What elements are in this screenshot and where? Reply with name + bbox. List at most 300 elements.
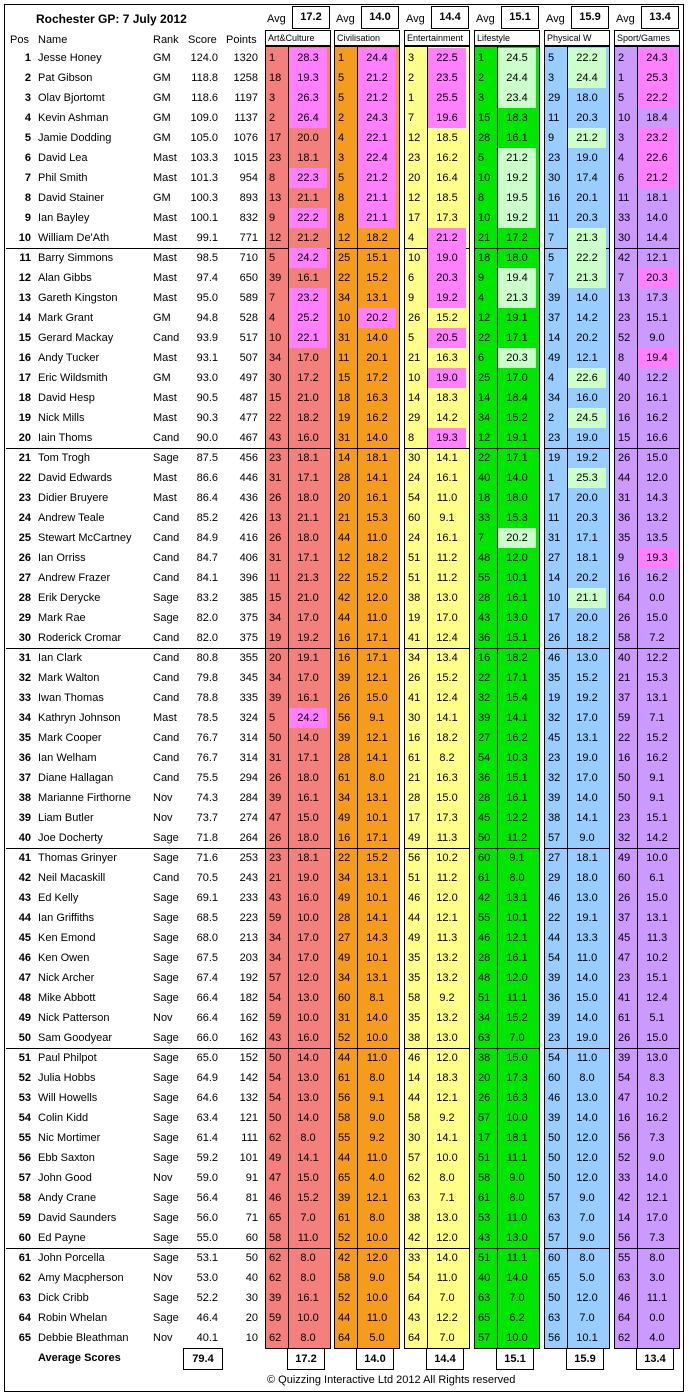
category-avg-box: 13.4: [641, 6, 679, 29]
player-score: 82.0: [196, 632, 218, 644]
table-row: [0, 1188, 265, 1208]
category-rank-cell: 30: [408, 452, 421, 464]
category-rank-cell: 10: [408, 372, 421, 384]
category-score-cell: 15.0: [436, 792, 458, 804]
category-rank-cell: 56: [548, 1332, 561, 1344]
category-score-cell: 15.2: [646, 732, 668, 744]
player-score: 66.4: [196, 1012, 218, 1024]
player-pos: 8: [24, 192, 31, 204]
category-rank-cell: 47: [269, 1172, 282, 1184]
category-rank-cell: 1: [548, 472, 555, 484]
table-row: [0, 1068, 265, 1088]
player-name: Liam Butler: [38, 812, 94, 824]
category-rank-cell: 56: [618, 1232, 631, 1244]
player-points: 385: [239, 592, 258, 604]
category-score-cell: 23.5: [428, 68, 466, 88]
category-score-cell: 22.2: [568, 248, 606, 268]
category-score-cell: 19.1: [576, 912, 598, 924]
category-score-cell: 19.0: [576, 152, 598, 164]
player-rank: Sage: [153, 1092, 179, 1104]
category-score-cell: 10.0: [646, 852, 668, 864]
category-score-cell: 17.0: [297, 352, 319, 364]
category-score-cell: 12.0: [436, 892, 458, 904]
player-score: 46.4: [196, 1312, 218, 1324]
player-name: Eric Wildsmith: [38, 372, 108, 384]
category-score-cell: 13.1: [506, 892, 528, 904]
category-score-cell: 17.0: [297, 932, 319, 944]
category-score-cell: 15.2: [436, 672, 458, 684]
player-name: Pat Gibson: [38, 72, 93, 84]
player-name: Ian Bayley: [38, 212, 90, 224]
category-avg-label: Avg: [546, 13, 565, 25]
category-label: Art&Culture: [265, 30, 331, 46]
player-rank: Mast: [153, 472, 177, 484]
category-rank-cell: 55: [618, 1252, 631, 1264]
category-rank-cell: 9: [618, 552, 625, 564]
player-name: Ian Welham: [38, 752, 97, 764]
player-pos: 39: [18, 812, 31, 824]
player-pos: 31: [18, 652, 31, 664]
player-score: 95.0: [196, 292, 218, 304]
player-points: 832: [239, 212, 258, 224]
category-score-cell: 16.1: [436, 472, 458, 484]
category-score-cell: 15.3: [646, 672, 668, 684]
category-rank-cell: 5: [338, 172, 345, 184]
category-score-cell: 19.2: [498, 168, 536, 188]
player-score: 99.1: [196, 232, 218, 244]
category-score-cell: 13.5: [646, 532, 668, 544]
category-score-cell: 18.1: [576, 852, 598, 864]
player-pos: 60: [18, 1232, 31, 1244]
category-rank-cell: 5: [478, 152, 485, 164]
category-rank-cell: 37: [618, 912, 631, 924]
category-rank-cell: 26: [338, 692, 351, 704]
category-score-cell: 12.0: [436, 1052, 458, 1064]
player-name: John Good: [38, 1172, 92, 1184]
category-rank-cell: 21: [408, 772, 421, 784]
category-score-cell: 26.4: [289, 108, 327, 128]
table-row: [0, 1208, 265, 1228]
player-name: Will Howells: [38, 1092, 98, 1104]
category-score-cell: 21.2: [428, 228, 466, 248]
category-rank-cell: 49: [269, 1152, 282, 1164]
category-score-cell: 16.1: [297, 272, 319, 284]
category-score-cell: 16.1: [506, 792, 528, 804]
category-rank-cell: 7: [618, 272, 625, 284]
category-score-cell: 10.0: [297, 1312, 319, 1324]
player-points: 426: [239, 512, 258, 524]
player-pos: 53: [18, 1092, 31, 1104]
category-rank-cell: 59: [269, 1012, 282, 1024]
category-rank-cell: 9: [269, 212, 276, 224]
category-score-cell: 17.1: [576, 532, 598, 544]
category-rank-cell: 22: [338, 852, 351, 864]
player-name: Andy Crane: [38, 1192, 97, 1204]
player-rank: Cand: [153, 652, 180, 664]
category-score-cell: 15.0: [646, 892, 668, 904]
category-score-cell: 6.1: [649, 872, 665, 884]
category-score-cell: 13.0: [576, 892, 598, 904]
category-score-cell: 13.0: [646, 1052, 668, 1064]
category-rank-cell: 20: [408, 172, 421, 184]
category-rank-cell: 16: [478, 652, 491, 664]
player-pos: 57: [18, 1172, 31, 1184]
category-rank-cell: 16: [618, 572, 631, 584]
player-points: 477: [239, 412, 258, 424]
category-score-cell: 14.4: [646, 232, 668, 244]
player-score: 59.0: [196, 1172, 218, 1184]
category-rank-cell: 35: [548, 672, 561, 684]
category-label: Physical W: [544, 30, 610, 46]
category-score-cell: 18.4: [506, 392, 528, 404]
table-row: [0, 488, 265, 508]
player-pos: 34: [18, 712, 31, 724]
category-rank-cell: 33: [408, 1252, 421, 1264]
category-rank-cell: 23: [408, 152, 421, 164]
category-rank-cell: 38: [478, 1052, 491, 1064]
category-rank-cell: 40: [618, 652, 631, 664]
player-rank: Mast: [153, 252, 177, 264]
player-pos: 5: [24, 132, 31, 144]
category-rank-cell: 60: [548, 1252, 561, 1264]
category-rank-cell: 30: [269, 372, 282, 384]
player-points: 1320: [233, 52, 258, 64]
category-rank-cell: 12: [478, 432, 491, 444]
category-rank-cell: 5: [548, 52, 555, 64]
player-name: Nick Mills: [38, 412, 85, 424]
category-score-cell: 16.3: [366, 392, 388, 404]
category-rank-cell: 43: [269, 1032, 282, 1044]
category-score-cell: 17.0: [506, 372, 528, 384]
table-row: [0, 388, 265, 408]
category-rank-cell: 15: [618, 432, 631, 444]
player-pos: 45: [18, 932, 31, 944]
category-rank-cell: 64: [408, 1332, 421, 1344]
category-rank-cell: 21: [338, 512, 351, 524]
category-rank-cell: 63: [408, 1192, 421, 1204]
category-rank-cell: 39: [548, 1012, 561, 1024]
category-score-cell: 23.2: [638, 128, 676, 148]
category-rank-cell: 26: [618, 452, 631, 464]
category-rank-cell: 18: [478, 252, 491, 264]
player-pos: 41: [18, 852, 31, 864]
category-score-cell: 19.0: [297, 872, 319, 884]
player-pos: 63: [18, 1292, 31, 1304]
category-score-cell: 16.3: [436, 352, 458, 364]
category-rank-cell: 17: [548, 492, 561, 504]
player-score: 67.5: [196, 952, 218, 964]
category-rank-cell: 60: [478, 852, 491, 864]
category-rank-cell: 34: [548, 392, 561, 404]
category-rank-cell: 61: [478, 872, 491, 884]
player-rank: Sage: [153, 612, 179, 624]
category-score-cell: 14.1: [366, 912, 388, 924]
player-score: 118.6: [191, 92, 218, 104]
category-score-cell: 16.0: [297, 1032, 319, 1044]
table-row: [0, 188, 265, 208]
category-score-cell: 21.2: [498, 148, 536, 168]
table-row: [0, 908, 265, 928]
category-rank-cell: 30: [408, 712, 421, 724]
category-rank-cell: 64: [408, 1292, 421, 1304]
category-score-cell: 22.5: [428, 48, 466, 68]
player-rank: GM: [153, 192, 171, 204]
category-score-cell: 8.0: [369, 1072, 385, 1084]
category-score-cell: 22.1: [358, 128, 396, 148]
player-points: 182: [239, 992, 258, 1004]
category-rank-cell: 39: [548, 792, 561, 804]
category-score-cell: 13.0: [506, 1232, 528, 1244]
category-score-cell: 15.2: [506, 1012, 528, 1024]
player-pos: 22: [18, 472, 31, 484]
category-rank-cell: 43: [478, 1232, 491, 1244]
player-rank: Sage: [153, 932, 179, 944]
player-score: 70.5: [196, 872, 218, 884]
player-pos: 58: [18, 1192, 31, 1204]
category-score-cell: 14.0: [576, 1012, 598, 1024]
category-score-cell: 18.3: [436, 392, 458, 404]
player-pos: 1: [24, 52, 31, 64]
player-points: 233: [239, 892, 258, 904]
category-rank-cell: 54: [408, 492, 421, 504]
player-score: 64.9: [196, 1072, 218, 1084]
player-rank: Sage: [153, 1032, 179, 1044]
category-score-cell: 20.1: [576, 192, 598, 204]
category-score-cell: 21.3: [498, 288, 536, 308]
player-rank: Nov: [153, 1012, 173, 1024]
category-score-cell: 15.4: [506, 692, 528, 704]
category-score-cell: 22.6: [568, 368, 606, 388]
player-pos: 27: [18, 572, 31, 584]
category-score-cell: 9.1: [649, 772, 665, 784]
category-score-cell: 20.2: [498, 528, 536, 548]
category-rank-cell: 46: [408, 1052, 421, 1064]
category-rank-cell: 17: [478, 1132, 491, 1144]
category-rank-cell: 23: [269, 452, 282, 464]
category-rank-cell: 49: [408, 932, 421, 944]
category-score-cell: 7.2: [649, 632, 665, 644]
category-rank-cell: 50: [548, 1292, 561, 1304]
category-score-cell: 13.0: [436, 592, 458, 604]
category-score-cell: 8.0: [509, 1192, 525, 1204]
category-score-cell: 23.2: [289, 288, 327, 308]
category-score-cell: 18.0: [297, 772, 319, 784]
player-name: Kathryn Johnson: [38, 712, 121, 724]
category-score-cell: 8.0: [300, 1332, 316, 1344]
category-score-cell: 18.1: [297, 152, 319, 164]
category-rank-cell: 30: [408, 1132, 421, 1144]
category-rank-cell: 15: [478, 112, 491, 124]
category-score-cell: 10.0: [297, 1012, 319, 1024]
player-score: 100.1: [190, 212, 218, 224]
category-score-cell: 16.2: [646, 1112, 668, 1124]
category-rank-cell: 19: [548, 452, 561, 464]
player-rank: Sage: [153, 1232, 179, 1244]
category-score-cell: 20.3: [428, 268, 466, 288]
category-rank-cell: 52: [338, 1232, 351, 1244]
category-rank-cell: 58: [338, 1272, 351, 1284]
category-rank-cell: 1: [408, 92, 415, 104]
player-name: Ed Kelly: [38, 892, 79, 904]
player-rank: Mast: [153, 712, 177, 724]
category-average-box: 13.4: [636, 1348, 674, 1370]
category-score-cell: 11.2: [436, 552, 458, 564]
category-rank-cell: 7: [408, 112, 415, 124]
player-pos: 38: [18, 792, 31, 804]
player-score: 86.6: [196, 472, 218, 484]
category-score-cell: 9.0: [509, 1172, 525, 1184]
category-score-cell: 17.0: [297, 612, 319, 624]
table-row: [0, 988, 265, 1008]
player-name: Mark Cooper: [38, 732, 102, 744]
category-score-cell: 18.2: [366, 552, 388, 564]
category-score-cell: 16.1: [297, 792, 319, 804]
player-name: Mark Grant: [38, 312, 94, 324]
category-rank-cell: 57: [478, 1112, 491, 1124]
category-score-cell: 17.1: [506, 672, 528, 684]
player-rank: Sage: [153, 952, 179, 964]
player-name: David Stainer: [38, 192, 105, 204]
category-rank-cell: 22: [548, 912, 561, 924]
category-rank-cell: 19: [408, 612, 421, 624]
table-row: [0, 308, 265, 328]
category-rank-cell: 51: [478, 992, 491, 1004]
category-score-cell: 11.0: [576, 1052, 598, 1064]
category-score-cell: 13.1: [366, 972, 388, 984]
category-avg-label: Avg: [406, 13, 425, 25]
category-rank-cell: 5: [408, 332, 415, 344]
player-points: 507: [239, 352, 258, 364]
player-rank: Nov: [153, 1172, 173, 1184]
table-row: [0, 228, 265, 248]
category-score-cell: 7.0: [509, 1292, 525, 1304]
player-rank: Sage: [153, 832, 179, 844]
category-rank-cell: 46: [548, 652, 561, 664]
category-score-cell: 11.0: [366, 612, 388, 624]
category-rank-cell: 16: [548, 192, 561, 204]
category-rank-cell: 20: [618, 392, 631, 404]
category-score-cell: 17.1: [506, 332, 528, 344]
player-pos: 18: [18, 392, 31, 404]
category-rank-cell: 27: [548, 852, 561, 864]
category-rank-cell: 8: [269, 172, 276, 184]
table-row: [0, 368, 265, 388]
category-score-cell: 7.0: [579, 1312, 595, 1324]
category-score-cell: 16.0: [297, 432, 319, 444]
average-scores-label: Average Scores: [38, 1352, 121, 1364]
category-rank-cell: 31: [269, 472, 282, 484]
player-name: Julia Hobbs: [38, 1072, 96, 1084]
category-rank-cell: 3: [618, 132, 625, 144]
category-score-cell: 8.0: [300, 1272, 316, 1284]
player-points: 446: [239, 472, 258, 484]
category-score-cell: 16.1: [297, 1292, 319, 1304]
category-rank-cell: 5: [338, 72, 345, 84]
table-row: [0, 508, 265, 528]
player-pos: 4: [24, 112, 31, 124]
category-rank-cell: 6: [408, 272, 415, 284]
category-rank-cell: 8: [408, 432, 415, 444]
player-score: 73.7: [196, 812, 218, 824]
category-score-cell: 19.0: [576, 1032, 598, 1044]
category-score-cell: 24.3: [358, 108, 396, 128]
player-points: 710: [239, 252, 258, 264]
category-score-cell: 12.0: [366, 592, 388, 604]
player-rank: Mast: [153, 412, 177, 424]
category-score-cell: 14.0: [506, 472, 528, 484]
category-rank-cell: 20: [478, 1072, 491, 1084]
category-score-cell: 13.2: [436, 952, 458, 964]
category-rank-cell: 55: [478, 572, 491, 584]
category-rank-cell: 22: [478, 332, 491, 344]
category-label: Sport/Games: [614, 30, 680, 46]
category-score-cell: 15.1: [646, 812, 668, 824]
player-score: 71.8: [196, 832, 218, 844]
category-rank-cell: 38: [548, 812, 561, 824]
category-score-cell: 12.0: [506, 552, 528, 564]
category-rank-cell: 2: [408, 72, 415, 84]
category-score-cell: 11.0: [297, 1232, 319, 1244]
category-score-cell: 21.2: [358, 168, 396, 188]
category-rank-cell: 13: [618, 292, 631, 304]
player-name: Sam Goodyear: [38, 1032, 112, 1044]
category-rank-cell: 27: [478, 732, 491, 744]
category-rank-cell: 59: [269, 1312, 282, 1324]
category-score-cell: 24.4: [568, 68, 606, 88]
category-score-cell: 10.0: [366, 1292, 388, 1304]
table-row: [0, 68, 265, 88]
category-score-cell: 13.1: [366, 292, 388, 304]
category-score-cell: 9.0: [649, 1152, 665, 1164]
category-rank-cell: 58: [408, 992, 421, 1004]
player-points: 253: [239, 852, 258, 864]
player-pos: 11: [19, 252, 31, 264]
category-rank-cell: 39: [338, 672, 351, 684]
category-score-cell: 8.0: [439, 1172, 455, 1184]
player-rank: GM: [153, 112, 171, 124]
category-score-cell: 7.1: [649, 712, 665, 724]
player-rank: Sage: [153, 1292, 179, 1304]
category-score-cell: 16.2: [366, 412, 388, 424]
category-label: Entertainment: [404, 30, 470, 46]
player-score: 100.3: [190, 192, 218, 204]
category-score-cell: 11.3: [646, 932, 668, 944]
category-rank-cell: 46: [618, 1292, 631, 1304]
category-rank-cell: 3: [338, 152, 345, 164]
category-rank-cell: 13: [269, 192, 282, 204]
player-pos: 48: [18, 992, 31, 1004]
category-score-cell: 19.2: [297, 632, 319, 644]
category-score-cell: 12.1: [366, 1192, 388, 1204]
category-rank-cell: 13: [269, 512, 282, 524]
category-rank-cell: 60: [618, 872, 631, 884]
category-score-cell: 15.0: [366, 692, 388, 704]
category-avg-label: Avg: [267, 13, 286, 25]
table-row: [0, 328, 265, 348]
category-rank-cell: 26: [269, 532, 282, 544]
category-rank-cell: 39: [269, 692, 282, 704]
player-rank: Cand: [153, 552, 180, 564]
category-score-cell: 17.0: [576, 712, 598, 724]
category-score-cell: 17.1: [506, 452, 528, 464]
table-row: [0, 148, 265, 168]
category-rank-cell: 34: [338, 292, 351, 304]
player-score: 109.0: [190, 112, 218, 124]
category-score-cell: 12.1: [366, 732, 388, 744]
category-rank-cell: 11: [618, 192, 630, 204]
table-row: [0, 1128, 265, 1148]
category-rank-cell: 42: [338, 592, 351, 604]
